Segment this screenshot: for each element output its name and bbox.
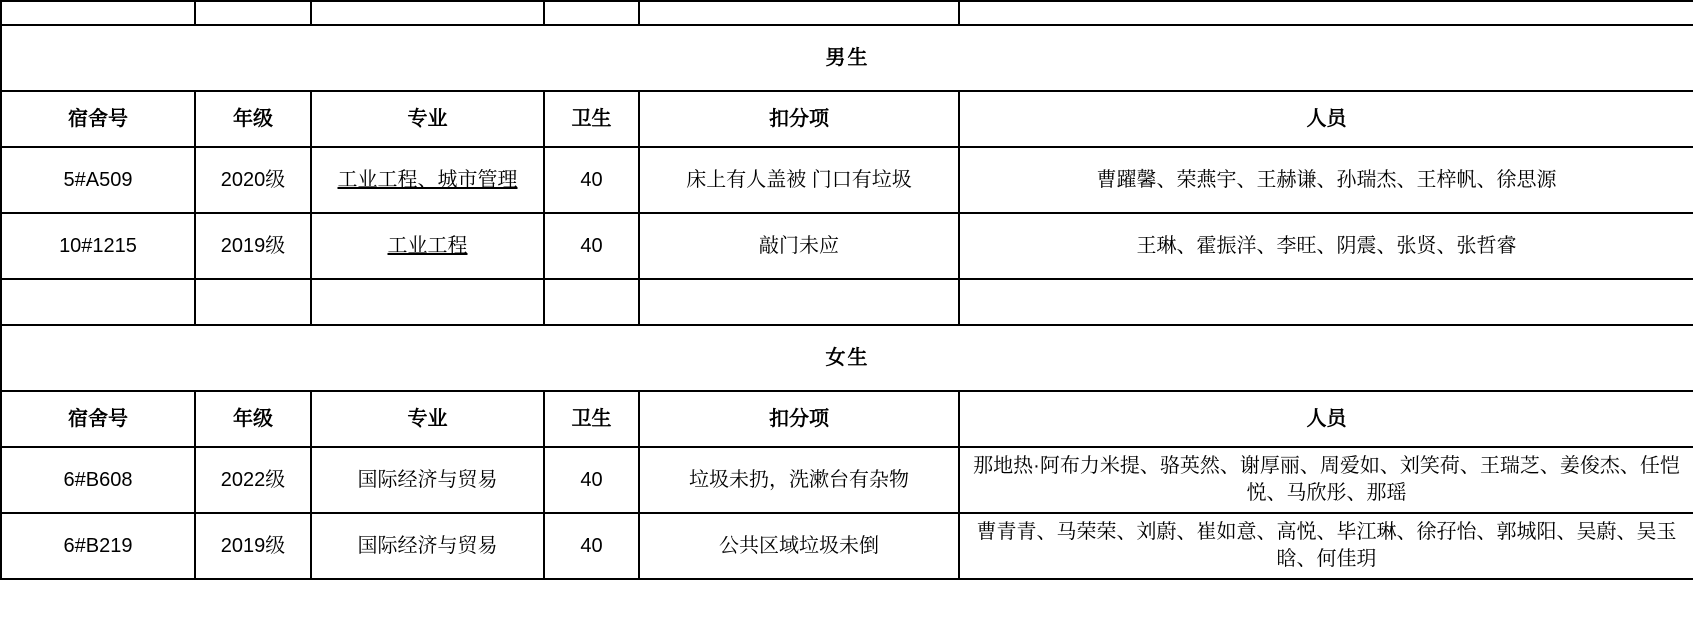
cell-people: 曹青青、马荣荣、刘蔚、崔如意、高悦、毕江琳、徐孖怡、郭城阳、吴蔚、吴玉晗、何佳玥: [959, 513, 1693, 579]
blank-cell-5: [639, 279, 959, 325]
cell-grade: 2019级: [195, 513, 311, 579]
cell-major: 国际经济与贸易: [311, 513, 544, 579]
header-row-female: [1, 391, 1693, 447]
cell-score: 40: [544, 447, 639, 513]
cell-deduction: 床上有人盖被 门口有垃圾: [639, 147, 959, 213]
column-header-score: 卫生: [544, 91, 639, 147]
top-strip-cell-2: [195, 1, 311, 25]
section-title-male: 男生: [1, 25, 1693, 91]
cell-deduction: 垃圾未扔，洗漱台有杂物: [639, 447, 959, 513]
column-header-major: 专业: [311, 91, 544, 147]
top-strip-cell-6: [959, 1, 1693, 25]
column-header-deduction: 扣分项: [639, 391, 959, 447]
cell-dorm: 10#1215: [1, 213, 195, 279]
blank-cell-2: [195, 279, 311, 325]
cell-score: 40: [544, 513, 639, 579]
top-strip-cell-1: [1, 1, 195, 25]
cell-score: 40: [544, 213, 639, 279]
cell-deduction: 敲门未应: [639, 213, 959, 279]
blank-separator-row: [1, 279, 1693, 325]
section-title-row-male: [1, 25, 1693, 91]
cell-people: 那地热·阿布力米提、骆英然、谢厚丽、周爱如、刘笑荷、王瑞芝、姜俊杰、任恺悦、马欣彤、那瑶: [959, 447, 1693, 513]
cell-people: 王琳、霍振洋、李旺、阴震、张贤、张哲睿: [959, 213, 1693, 279]
table-row: [1, 147, 1693, 213]
column-header-major: 专业: [311, 391, 544, 447]
cell-deduction: 公共区域垃圾未倒: [639, 513, 959, 579]
column-header-people: 人员: [959, 91, 1693, 147]
cell-major: 工业工程、城市管理: [311, 147, 544, 213]
column-header-grade: 年级: [195, 91, 311, 147]
top-strip-cell-3: [311, 1, 544, 25]
blank-cell-3: [311, 279, 544, 325]
table-row: [1, 513, 1693, 579]
column-header-dorm: 宿舍号: [1, 391, 195, 447]
column-header-people: 人员: [959, 391, 1693, 447]
cell-grade: 2019级: [195, 213, 311, 279]
table-row: [1, 213, 1693, 279]
top-strip-cell-4: [544, 1, 639, 25]
top-strip-cell-5: [639, 1, 959, 25]
cell-people: 曹躍馨、荣燕宇、王赫谦、孙瑞杰、王梓帆、徐思源: [959, 147, 1693, 213]
column-header-deduction: 扣分项: [639, 91, 959, 147]
cell-grade: 2020级: [195, 147, 311, 213]
section-title-female: 女生: [1, 325, 1693, 391]
column-header-score: 卫生: [544, 391, 639, 447]
column-header-grade: 年级: [195, 391, 311, 447]
cell-score: 40: [544, 147, 639, 213]
header-row-male: [1, 91, 1693, 147]
column-header-dorm: 宿舍号: [1, 91, 195, 147]
top-partial-row: [1, 1, 1693, 25]
table-row: [1, 447, 1693, 513]
blank-cell-1: [1, 279, 195, 325]
cell-major: 国际经济与贸易: [311, 447, 544, 513]
cell-dorm: 6#B608: [1, 447, 195, 513]
cell-grade: 2022级: [195, 447, 311, 513]
cell-major: 工业工程: [311, 213, 544, 279]
cell-dorm: 6#B219: [1, 513, 195, 579]
blank-cell-4: [544, 279, 639, 325]
cell-dorm: 5#A509: [1, 147, 195, 213]
blank-cell-6: [959, 279, 1693, 325]
section-title-row-female: [1, 325, 1693, 391]
